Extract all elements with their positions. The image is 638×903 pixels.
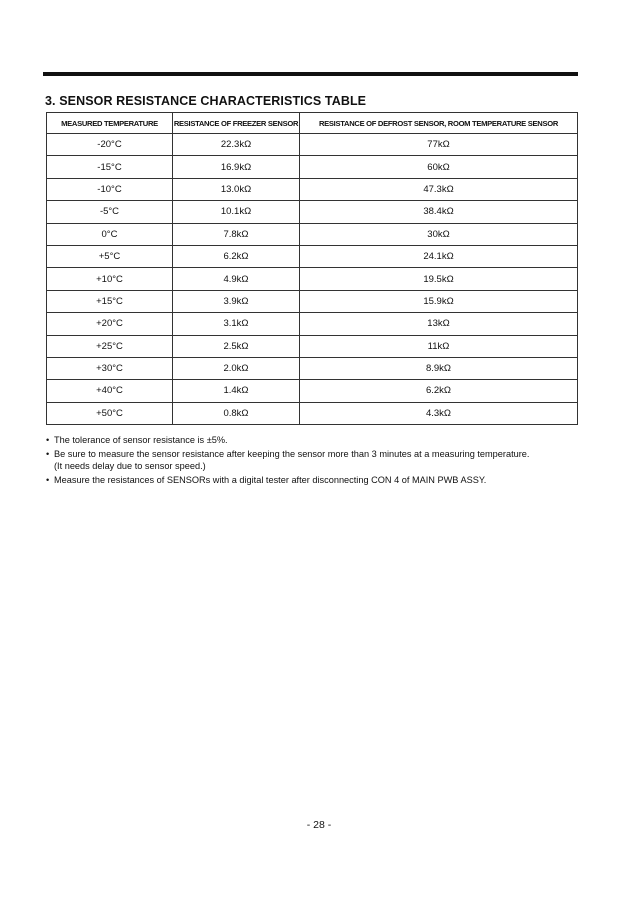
cell-temperature: +40°C [47, 380, 173, 402]
cell-temperature: +15°C [47, 290, 173, 312]
cell-temperature: -15°C [47, 156, 173, 178]
note-continuation: (It needs delay due to sensor speed.) [54, 460, 206, 471]
table-row [47, 201, 578, 223]
cell-defrost-room-resistance: 11kΩ [300, 335, 578, 357]
cell-defrost-room-resistance: 30kΩ [300, 223, 578, 245]
cell-temperature: 0°C [47, 223, 173, 245]
bullet: • [46, 474, 50, 485]
cell-freezer-resistance: 1.4kΩ [173, 380, 300, 402]
table-body [47, 134, 578, 425]
table-row [47, 335, 578, 357]
cell-freezer-resistance: 22.3kΩ [173, 134, 300, 156]
cell-defrost-room-resistance: 15.9kΩ [300, 290, 578, 312]
cell-defrost-room-resistance: 38.4kΩ [300, 201, 578, 223]
cell-defrost-room-resistance: 47.3kΩ [300, 178, 578, 200]
table-row [47, 313, 578, 335]
cell-defrost-room-resistance: 6.2kΩ [300, 380, 578, 402]
cell-freezer-resistance: 13.0kΩ [173, 178, 300, 200]
bullet: • [46, 449, 50, 459]
note-text: The tolerance of sensor resistance is ±5%. [54, 435, 228, 445]
cell-freezer-resistance: 3.1kΩ [173, 313, 300, 335]
cell-defrost-room-resistance: 60kΩ [300, 156, 578, 178]
table-row [47, 268, 578, 290]
cell-freezer-resistance: 7.8kΩ [173, 223, 300, 245]
cell-temperature: +20°C [47, 313, 173, 335]
cell-defrost-room-resistance: 13kΩ [300, 313, 578, 335]
header-defrost-room-sensor: RESISTANCE OF DEFROST SENSOR, ROOM TEMPERATURE SENSOR [300, 113, 578, 134]
table-row [47, 402, 578, 424]
cell-temperature: +25°C [47, 335, 173, 357]
table-row [47, 380, 578, 402]
notes [46, 435, 586, 489]
cell-defrost-room-resistance: 24.1kΩ [300, 245, 578, 267]
cell-temperature: -5°C [47, 201, 173, 223]
note-item [46, 435, 586, 447]
cell-defrost-room-resistance: 8.9kΩ [300, 357, 578, 379]
cell-freezer-resistance: 0.8kΩ [173, 402, 300, 424]
cell-temperature: +5°C [47, 245, 173, 267]
cell-temperature: -20°C [47, 134, 173, 156]
note-item [46, 449, 586, 472]
cell-temperature: +50°C [47, 402, 173, 424]
header-freezer-sensor: RESISTANCE OF FREEZER SENSOR [173, 113, 300, 134]
table-row [47, 245, 578, 267]
bullet: • [46, 435, 50, 445]
header-measured-temperature: MEASURED TEMPERATURE [47, 113, 173, 134]
cell-temperature: +10°C [47, 268, 173, 290]
cell-temperature: -10°C [47, 178, 173, 200]
table-row [47, 178, 578, 200]
note-text: Be sure to measure the sensor resistance after keeping the sensor more than 3 minutes at a measuring temperature. [54, 449, 530, 459]
note-item [46, 475, 586, 487]
cell-freezer-resistance: 10.1kΩ [173, 201, 300, 223]
table-header-row [47, 113, 578, 134]
cell-defrost-room-resistance: 19.5kΩ [300, 268, 578, 290]
sensor-resistance-table [46, 112, 578, 425]
table-row [47, 156, 578, 178]
cell-freezer-resistance: 2.0kΩ [173, 357, 300, 379]
top-rule [43, 72, 578, 76]
table-row [47, 357, 578, 379]
cell-freezer-resistance: 3.9kΩ [173, 290, 300, 312]
cell-defrost-room-resistance: 4.3kΩ [300, 402, 578, 424]
cell-temperature: +30°C [47, 357, 173, 379]
note-text: Measure the resistances of SENSORs with a digital tester after disconnecting CON 4 of MAIN PWB ASSY. [54, 474, 487, 485]
cell-freezer-resistance: 6.2kΩ [173, 245, 300, 267]
section-title: 3. SENSOR RESISTANCE CHARACTERISTICS TABLE [45, 94, 367, 108]
table-row [47, 223, 578, 245]
table-row [47, 134, 578, 156]
cell-defrost-room-resistance: 77kΩ [300, 134, 578, 156]
cell-freezer-resistance: 16.9kΩ [173, 156, 300, 178]
cell-freezer-resistance: 2.5kΩ [173, 335, 300, 357]
page-number: - 28 - [306, 819, 332, 831]
table-row [47, 290, 578, 312]
cell-freezer-resistance: 4.9kΩ [173, 268, 300, 290]
